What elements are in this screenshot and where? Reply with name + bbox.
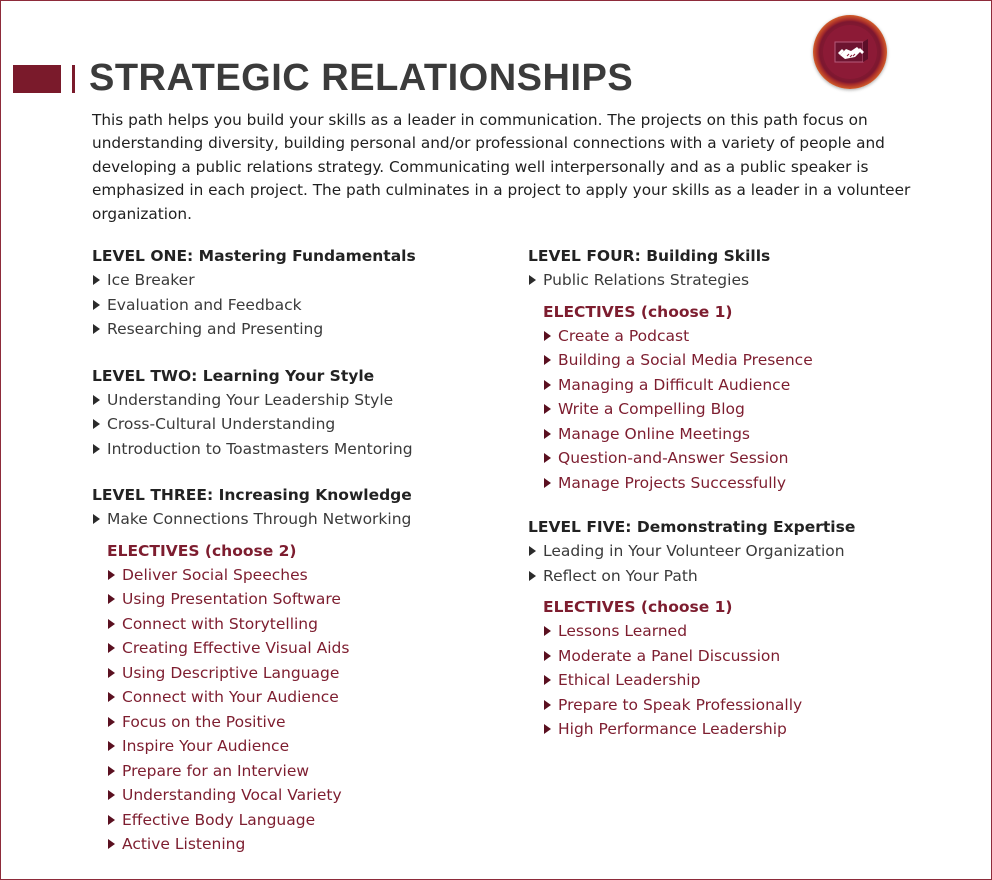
list-item: Public Relations Strategies xyxy=(528,268,968,293)
arrow-icon xyxy=(93,300,100,310)
arrow-icon xyxy=(544,429,551,439)
arrow-icon xyxy=(544,724,551,734)
level-five xyxy=(528,515,968,742)
list-item: Connect with Storytelling xyxy=(107,612,512,637)
arrow-icon xyxy=(544,700,551,710)
arrow-icon xyxy=(544,404,551,414)
electives-title: ELECTIVES (choose 1) xyxy=(543,598,733,616)
level-one-projects xyxy=(92,268,512,342)
list-item: Moderate a Panel Discussion xyxy=(543,644,968,669)
list-item: Deliver Social Speeches xyxy=(107,563,512,588)
arrow-icon xyxy=(93,514,100,524)
level-five-electives xyxy=(543,595,968,742)
header-accent-bar xyxy=(13,65,61,93)
arrow-icon xyxy=(108,839,115,849)
arrow-icon xyxy=(544,380,551,390)
list-item: Prepare for an Interview xyxy=(107,759,512,784)
list-item: Understanding Your Leadership Style xyxy=(92,388,512,413)
arrow-icon xyxy=(529,546,536,556)
level-title: LEVEL THREE: Increasing Knowledge xyxy=(92,486,412,504)
level-two-projects xyxy=(92,388,512,462)
level-three-electives xyxy=(107,539,512,857)
list-item: Inspire Your Audience xyxy=(107,734,512,759)
arrow-icon xyxy=(108,570,115,580)
arrow-icon xyxy=(108,717,115,727)
list-item: Ethical Leadership xyxy=(543,668,968,693)
left-column xyxy=(92,244,512,857)
arrow-icon xyxy=(108,692,115,702)
arrow-icon xyxy=(544,453,551,463)
arrow-icon xyxy=(529,571,536,581)
arrow-icon xyxy=(93,444,100,454)
level-title: LEVEL FIVE: Demonstrating Expertise xyxy=(528,518,856,536)
electives-title: ELECTIVES (choose 2) xyxy=(107,541,297,560)
arrow-icon xyxy=(93,275,100,285)
level-title: LEVEL FOUR: Building Skills xyxy=(528,247,771,265)
list-item: Using Descriptive Language xyxy=(107,661,512,686)
list-item: Active Listening xyxy=(107,832,512,857)
arrow-icon xyxy=(544,478,551,488)
list-item: Researching and Presenting xyxy=(92,317,512,342)
list-item: Prepare to Speak Professionally xyxy=(543,693,968,718)
list-item: Question-and-Answer Session xyxy=(543,446,968,471)
list-item: Lessons Learned xyxy=(543,619,968,644)
page-title: STRATEGIC RELATIONSHIPS xyxy=(89,57,634,99)
list-item: Make Connections Through Networking xyxy=(92,507,512,532)
list-item: Understanding Vocal Variety xyxy=(107,783,512,808)
level-four xyxy=(528,244,968,495)
level-three xyxy=(92,483,512,857)
level-four-electives xyxy=(543,300,968,496)
level-three-projects xyxy=(92,507,512,532)
level-one xyxy=(92,244,512,342)
arrow-icon xyxy=(108,790,115,800)
level-five-projects xyxy=(528,539,968,588)
arrow-icon xyxy=(544,331,551,341)
electives-list xyxy=(543,619,968,742)
level-two xyxy=(92,364,512,462)
right-column xyxy=(528,244,968,742)
arrow-icon xyxy=(108,741,115,751)
arrow-icon xyxy=(108,668,115,678)
list-item: Creating Effective Visual Aids xyxy=(107,636,512,661)
header-accent-divider xyxy=(72,65,75,93)
list-item: Managing a Difficult Audience xyxy=(543,373,968,398)
list-item: Create a Podcast xyxy=(543,324,968,349)
list-item: Write a Compelling Blog xyxy=(543,397,968,422)
list-item: Manage Projects Successfully xyxy=(543,471,968,496)
arrow-icon xyxy=(544,651,551,661)
arrow-icon xyxy=(108,619,115,629)
arrow-icon xyxy=(544,355,551,365)
list-item: Reflect on Your Path xyxy=(528,564,968,589)
electives-title: ELECTIVES (choose 1) xyxy=(543,302,733,321)
list-item: Using Presentation Software xyxy=(107,587,512,612)
level-title: LEVEL TWO: Learning Your Style xyxy=(92,366,375,385)
list-item: Focus on the Positive xyxy=(107,710,512,735)
electives-list xyxy=(543,324,968,496)
list-item: Evaluation and Feedback xyxy=(92,293,512,318)
arrow-icon xyxy=(108,815,115,825)
arrow-icon xyxy=(529,275,536,285)
arrow-icon xyxy=(108,594,115,604)
level-four-projects xyxy=(528,268,968,293)
list-item: Manage Online Meetings xyxy=(543,422,968,447)
list-item: High Performance Leadership xyxy=(543,717,968,742)
arrow-icon xyxy=(544,675,551,685)
list-item: Introduction to Toastmasters Mentoring xyxy=(92,437,512,462)
arrow-icon xyxy=(93,395,100,405)
list-item: Connect with Your Audience xyxy=(107,685,512,710)
arrow-icon xyxy=(544,626,551,636)
arrow-icon xyxy=(93,324,100,334)
electives-list xyxy=(107,563,512,857)
intro-paragraph: This path helps you build your skills as a leader in communication. The projects on this path focus on understanding diversity, building personal and/or professional connections with a variety of people and developing a public relations strategy. Communicating well interpersonally and as a public speaker is emphasized in each project. The path culminates in a project to apply your skills as a leader in a volunteer organization. xyxy=(92,111,911,223)
list-item: Building a Social Media Presence xyxy=(543,348,968,373)
list-item: Effective Body Language xyxy=(107,808,512,833)
level-title: LEVEL ONE: Mastering Fundamentals xyxy=(92,247,416,265)
list-item: Ice Breaker xyxy=(92,268,512,293)
list-item: Leading in Your Volunteer Organization xyxy=(528,539,968,564)
arrow-icon xyxy=(108,766,115,776)
arrow-icon xyxy=(93,419,100,429)
handshake-icon xyxy=(813,15,887,89)
list-item: Cross-Cultural Understanding xyxy=(92,412,512,437)
arrow-icon xyxy=(108,643,115,653)
